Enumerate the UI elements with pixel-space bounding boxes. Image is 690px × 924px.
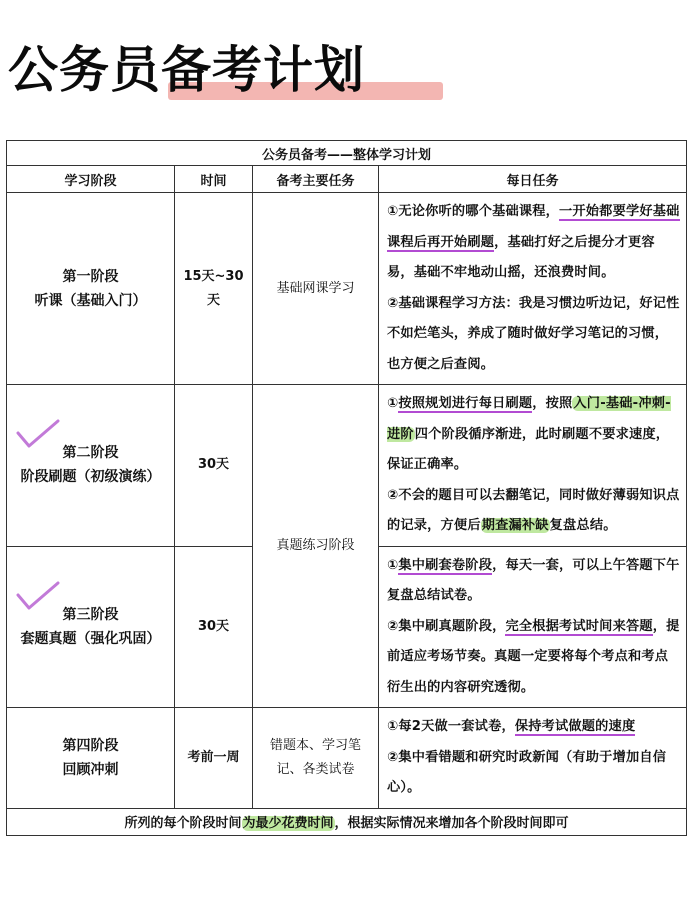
daily-item [387, 551, 680, 612]
text-span: 四个阶段循序渐进，此时刷题不要求速度，保证正确率。 [387, 426, 670, 472]
time-cell [175, 193, 253, 385]
text-span: ②基础课程学习方法：我是习惯边听边记，好记性不如烂笔头，养成了随时做好学习笔记的习惯，也方便之后查阅。 [387, 295, 680, 372]
stage-subtitle: 回顾冲刺 [62, 761, 119, 778]
table-caption: 公务员备考——整体学习计划 [7, 141, 687, 166]
underlined-text: 保持考试做题的速度 [514, 719, 636, 734]
stage-cell [7, 708, 175, 809]
text-span: 所列的每个阶段时间 [124, 816, 242, 831]
time-cell: 30天 [175, 546, 253, 708]
text-span: ，按照 [532, 396, 573, 411]
text-span: ②不会的题目可以去翻笔记，同时做好薄弱知识点的记录，方便后 [387, 487, 680, 533]
table-row [7, 708, 687, 809]
stage-name: 第三阶段 [62, 606, 119, 623]
daily-item [387, 197, 680, 289]
stage-subtitle: 套题真题（强化巩固） [20, 630, 161, 647]
table-row [7, 385, 687, 547]
stage-cell [7, 193, 175, 385]
daily-task-cell [379, 193, 687, 385]
table-row [7, 193, 687, 385]
task-line-1: 错题本、学习笔 [269, 737, 361, 753]
highlighted-text: 为最少花费时间 [242, 816, 334, 831]
text-span: ，提前适应考场节奏。真题一定要将每个考点和考点衍生出的内容研究透彻。 [387, 618, 680, 695]
text-span: ，每天一套，可以上午答题下午复盘总结试卷。 [387, 557, 680, 603]
text-span: ②集中刷真题阶段， [387, 618, 506, 634]
text-span: ，根据实际情况来增加各个阶段时间即可 [334, 816, 569, 831]
daily-item [387, 289, 680, 381]
table-footer [7, 808, 687, 835]
stage-name: 第二阶段 [62, 445, 119, 462]
header-main-task: 备考主要任务 [253, 166, 379, 193]
header-daily-task: 每日任务 [379, 166, 687, 193]
main-task-cell: 基础网课学习 [253, 193, 379, 385]
text-span: ②集中看错题和研究时政新闻（有助于增加自信心）。 [387, 749, 667, 795]
page-title: 公务员备考计划 [8, 41, 365, 99]
text-span: ① [387, 557, 399, 573]
highlighted-text: 入门-基础-冲刺-进阶 [387, 396, 671, 442]
main-task-cell [253, 708, 379, 809]
underlined-text: 按照规划进行每日刷题 [398, 396, 533, 411]
daily-task-cell [379, 708, 687, 809]
header-stage: 学习阶段 [7, 166, 175, 193]
text-span: 复盘总结。 [549, 518, 617, 533]
stage-subtitle: 听课（基础入门） [34, 292, 147, 309]
time-line-2: 天 [206, 292, 220, 308]
task-line-2: 记、各类试卷 [276, 761, 355, 777]
text-span: ① [387, 396, 399, 411]
underlined-text: 一开始都要学好基础课程后再开始刷题 [387, 204, 680, 250]
time-line-1: 15天~30 [183, 268, 244, 284]
title-block [8, 30, 448, 110]
highlighted-text: 期查漏补缺 [481, 518, 549, 533]
stage-name: 第四阶段 [62, 737, 119, 754]
stage-cell [7, 385, 175, 547]
check-mark-icon [15, 581, 61, 611]
text-span: ①无论你听的哪个基础课程， [387, 204, 560, 219]
table-header-row [7, 166, 687, 193]
study-plan-table [6, 140, 687, 836]
stage-cell [7, 546, 175, 708]
time-cell: 30天 [175, 385, 253, 547]
daily-task-cell [379, 546, 687, 708]
daily-item [387, 481, 680, 542]
daily-task-cell [379, 385, 687, 547]
text-span: ①每2天做一套试卷， [387, 719, 515, 734]
daily-item [387, 612, 680, 704]
header-time: 时间 [175, 166, 253, 193]
text-span: ，基础打好之后提分才更容易，基础不牢地动山摇，还浪费时间。 [387, 234, 655, 280]
check-mark-icon [15, 419, 61, 449]
stage-name: 第一阶段 [62, 268, 119, 285]
main-task-cell: 真题练习阶段 [253, 385, 379, 708]
daily-item [387, 743, 680, 804]
time-cell: 考前一周 [175, 708, 253, 809]
stage-subtitle: 阶段刷题（初级演练） [20, 469, 161, 486]
underlined-text: 完全根据考试时间来答题 [505, 618, 653, 634]
daily-item [387, 712, 680, 743]
daily-item [387, 389, 680, 481]
underlined-text: 集中刷套卷阶段 [398, 557, 493, 573]
